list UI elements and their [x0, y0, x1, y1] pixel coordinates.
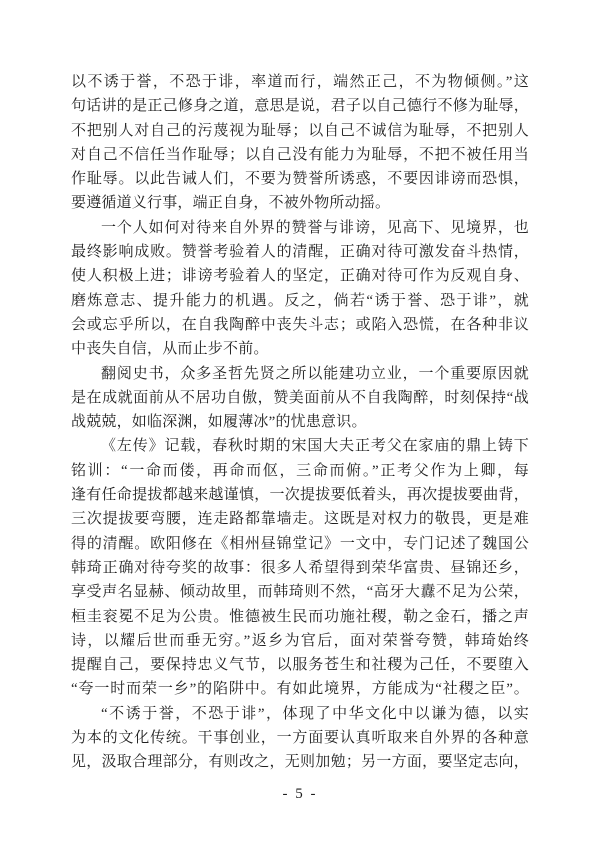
text-line: 句话讲的是正己修身之道，意思是说，君子以自己德行不修为耻辱，	[71, 98, 529, 115]
text-line: “不诱于誉，不恐于诽”，体现了中华文化中以谦为德，以实	[101, 705, 529, 722]
text-line: 对自己不信任当作耻辱；以自己没有能力为耻辱，不把不被任用当	[71, 146, 529, 163]
text-line: 会或忘乎所以，在自我陶醉中丧失斗志；或陷入恐慌，在各种非议	[71, 316, 529, 333]
text-line: 诗，以耀后世而垂无穷。”返乡为官后，面对荣誉夸赞，韩琦始终	[71, 632, 529, 649]
text-line: 是在成就面前从不居功自傲，赞美面前从不自我陶醉，时刻保持“战	[71, 389, 529, 406]
text-line: 中丧失自信，从而止步不前。	[71, 341, 269, 358]
text-line: 三次提拔要弯腰，连走路都靠墙走。这既是对权力的敬畏，更是难	[71, 511, 529, 528]
text-line: 翻阅史书，众多圣哲先贤之所以能建功立业，一个重要原因就	[101, 365, 529, 382]
text-line: 提醒自己，要保持忠义气节，以服务苍生和社稷为己任，不要堕入	[71, 657, 529, 674]
text-line: 为本的文化传统。干事创业，一方面要认真听取来自外界的各种意	[71, 730, 529, 747]
text-line: 得的清醒。欧阳修在《相州昼锦堂记》一文中，专门记述了魏国公	[71, 535, 529, 552]
text-line: 见，汲取合理部分，有则改之，无则加勉；另一方面，要坚定志向，	[71, 754, 529, 771]
text-line: 最终影响成败。赞誉考验着人的清醒，正确对待可激发奋斗热情，	[71, 244, 529, 261]
text-line: 一个人如何对待来自外界的赞誉与诽谤，见高下、见境界，也	[101, 219, 529, 236]
text-line: 要遵循道义行事，端正自身，不被外物所动摇。	[71, 195, 391, 212]
text-line: 享受声名显赫、倾动故里，而韩琦则不然，“高牙大纛不足为公荣，	[71, 584, 529, 601]
page-number: - 5 -	[282, 786, 318, 802]
text-line: 不把别人对自己的污蔑视为耻辱；以自己不诚信为耻辱，不把别人	[71, 122, 529, 139]
text-line: 桓圭衮冕不足为公贵。惟德被生民而功施社稷，勒之金石，播之声	[71, 608, 529, 625]
text-line: 《左传》记载，春秋时期的宋国大夫正考父在家庙的鼎上铸下	[101, 438, 529, 455]
text-line: 磨炼意志、提升能力的机遇。反之，倘若“诱于誉、恐于诽”，就	[71, 292, 529, 309]
text-line: 以不诱于誉，不恐于诽，率道而行，端然正己，不为物倾侧。”这	[71, 74, 529, 90]
text-line: 铭训：“一命而偻，再命而伛，三命而俯。”正考父作为上卿，每	[71, 462, 529, 479]
text-line: “夸一时而荣一乡”的陷阱中。有如此境界，方能成为“社稷之臣”。	[71, 681, 529, 698]
text-line: 战兢兢，如临深渊，如履薄冰”的忧患意识。	[71, 414, 367, 431]
text-line: 使人积极上进；诽谤考验着人的坚定，正确对待可作为反观自身、	[71, 268, 529, 285]
document-body	[71, 70, 529, 775]
text-line: 作耻辱。以此告诫人们，不要为赞誉所诱惑，不要因诽谤而恐惧，	[71, 171, 529, 188]
text-line: 逢有任命提拔都越来越谨慎，一次提拔要低着头，再次提拔要曲背，	[71, 487, 529, 504]
text-line: 韩琦正确对待夸奖的故事：很多人希望得到荣华富贵、昼锦还乡，	[71, 559, 529, 576]
